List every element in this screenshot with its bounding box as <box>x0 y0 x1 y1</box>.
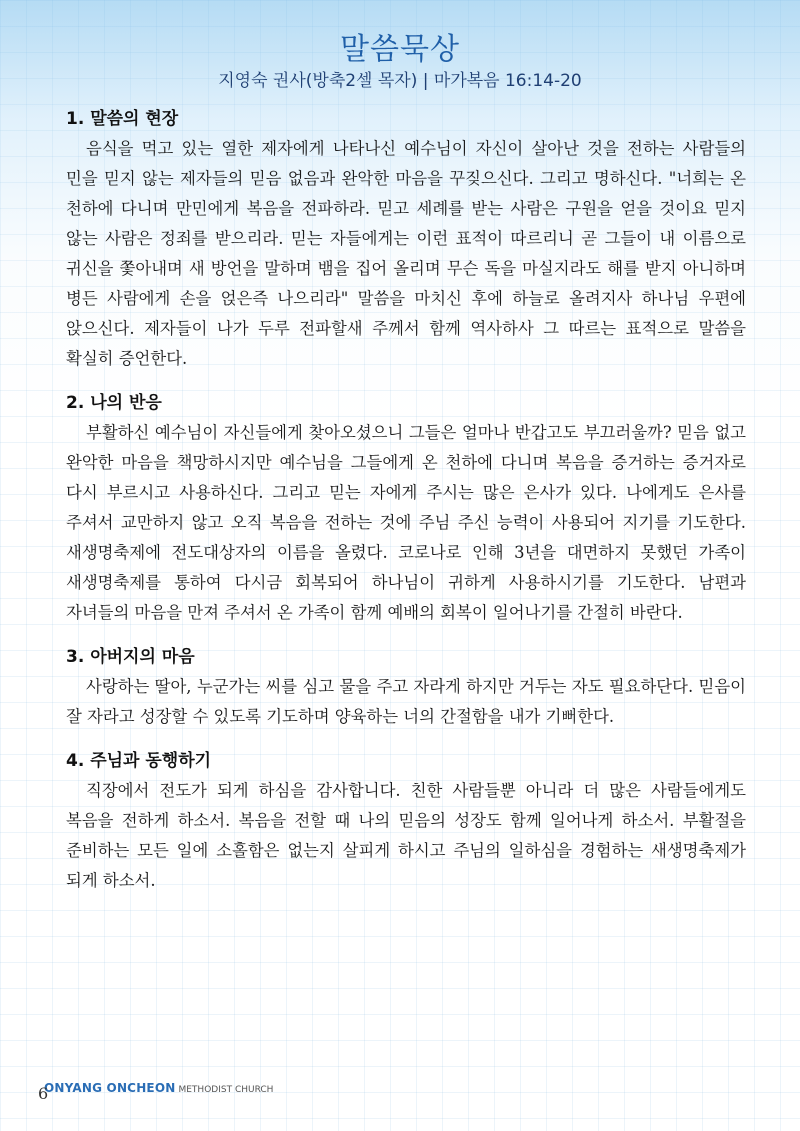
section-response <box>66 388 746 628</box>
section-heading: 3. 아버지의 마음 <box>66 647 195 667</box>
church-logo-text <box>44 1077 273 1096</box>
page-header <box>0 0 800 100</box>
article-body <box>66 104 746 910</box>
section-paragraph: 사랑하는 딸아, 누군가는 씨를 심고 물을 주고 자라게 하지만 거두는 자도 필요하단다. 믿음이 잘 자라고 성장할 수 있도록 기도하며 양육하는 너의 간절함을 내가 기뻐한다. <box>66 677 746 726</box>
church-name-light: METHODIST CHURCH <box>178 1085 274 1095</box>
section-scene <box>66 104 746 374</box>
section-heading: 4. 주님과 동행하기 <box>66 751 212 771</box>
section-paragraph: 직장에서 전도가 되게 하심을 감사합니다. 친한 사람들뿐 아니라 더 많은 사람들에게도 복음을 전하게 하소서. 복음을 전할 때 나의 믿음의 성장도 함께 일어나게 하소서. 부활절을 준비하는 모든 일에 소홀함은 없는지 살피게 하시고 주님의 일하심을 경험하는 새생명축제가 되게 하소서. <box>66 781 746 890</box>
page-subtitle: 지영숙 권사(방축2셀 목자) | 마가복음 16:14-20 <box>218 71 582 91</box>
section-father-heart <box>66 642 746 732</box>
section-heading: 2. 나의 반응 <box>66 393 162 413</box>
page-title: 말씀묵상 <box>340 32 460 67</box>
section-paragraph: 음식을 먹고 있는 열한 제자에게 나타나신 예수님이 자신이 살아난 것을 전하는 사람들의 민을 믿지 않는 제자들의 믿음 없음과 완악한 마음을 꾸짖으신다. 그리고 명하신다. "너희는 온 천하에 다니며 만민에게 복음을 전파하라. 믿고 세례를 받는 사람은 구원을 얻을 것이요 믿지 않는 사람은 정죄를 받으리라. 믿는 자들에게는 이런 표적이 따르리니 곧 그들이 내 이름으로 귀신을 쫓아내며 새 방언을 말하며 뱀을 집어 올리며 무슨 독을 마실지라도 해를 받지 아니하며 병든 사람에게 손을 얹은즉 나으리라" 말씀을 마치신 후에 하늘로 올려지사 하나님 우편에 앉으신다. 제자들이 나가 두루 전파할새 주께서 함께 역사하사 그 따르는 표적으로 말씀을 확실히 증언한다. <box>66 139 746 368</box>
page-footer <box>38 1077 438 1117</box>
church-name-strong: ONYANG ONCHEON <box>44 1081 176 1095</box>
page-number: 6 <box>38 1084 49 1103</box>
section-heading: 1. 말씀의 현장 <box>66 109 179 129</box>
section-paragraph: 부활하신 예수님이 자신들에게 찾아오셨으니 그들은 얼마나 반갑고도 부끄러울까? 믿음 없고 완악한 마음을 책망하시지만 예수님을 그들에게 온 천하에 다니며 복음을 증거하는 증거자로 다시 부르시고 사용하신다. 그리고 믿는 자에게 주시는 많은 은사가 있다. 나에게도 은사를 주셔서 교만하지 않고 오직 복음을 전하는 것에 주님 주신 능력이 사용되어 지기를 기도한다. 새생명축제에 전도대상자의 이름을 올렸다. 코로나로 인해 3년을 대면하지 못했던 가족이 새생명축제를 통하여 다시금 회복되어 하나님이 귀하게 사용하시기를 기도한다. 남편과 자녀들의 마음을 만져 주셔서 온 가족이 함께 예배의 회복이 일어나기를 간절히 바란다. <box>66 423 746 622</box>
section-walk-with-lord <box>66 746 746 896</box>
